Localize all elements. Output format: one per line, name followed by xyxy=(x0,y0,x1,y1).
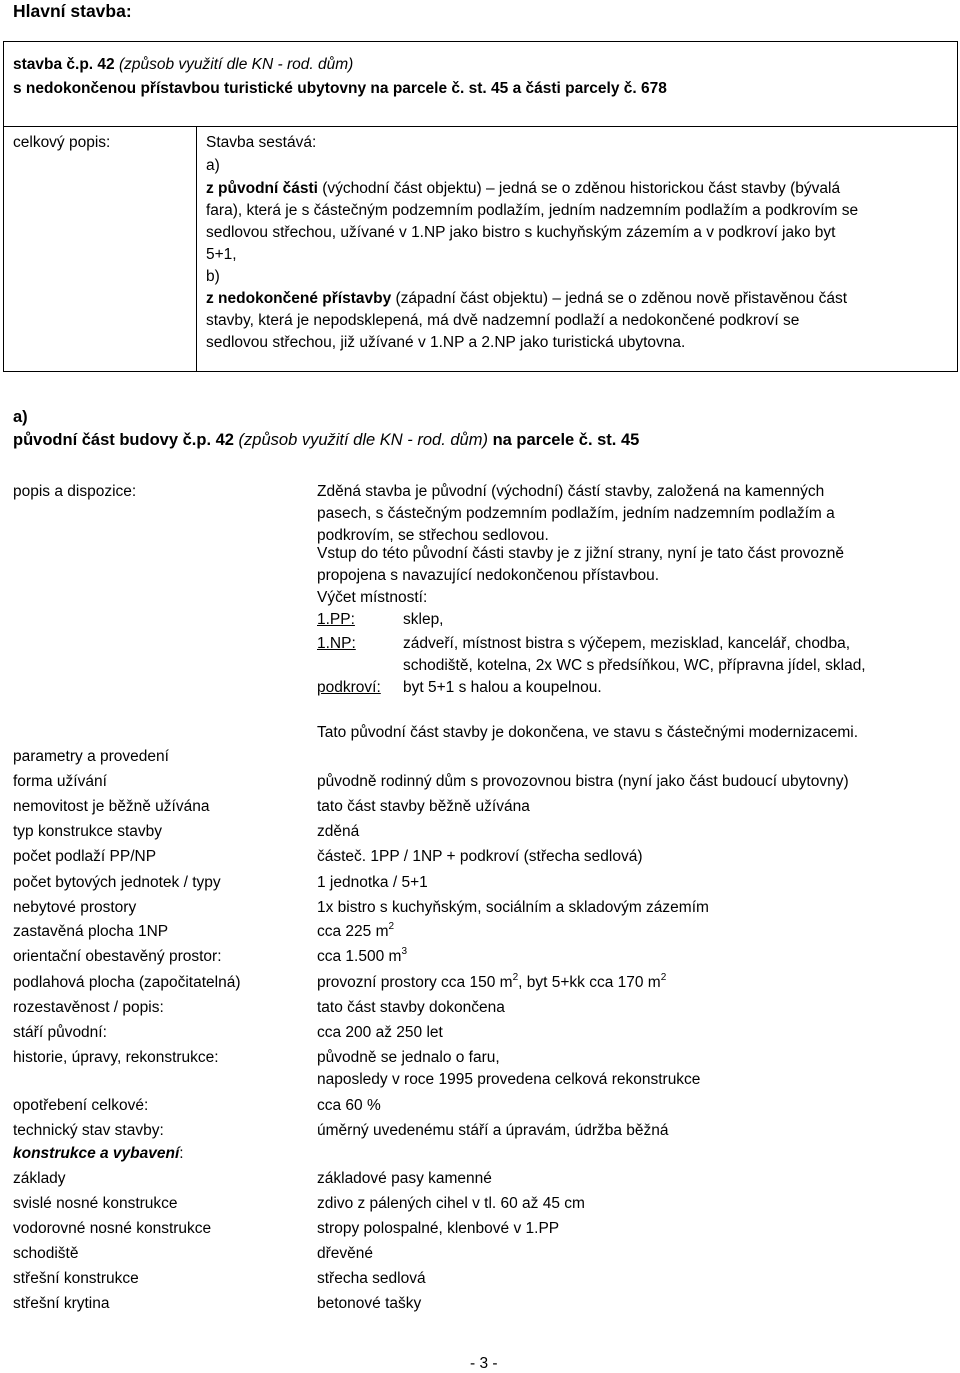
param-label: zastavěná plocha 1NP xyxy=(13,923,169,940)
box-divider xyxy=(3,126,958,127)
item-a-line2: fara), která je s částečným podzemním podlažím, jedním nadzemním podlažím a podkrovím se xyxy=(206,202,859,219)
param-label: nemovitost je běžně užívána xyxy=(13,798,210,815)
item-a-marker: a) xyxy=(206,157,220,174)
item-a-line4: 5+1, xyxy=(206,246,237,263)
room-list-np-value2: schodiště, kotelna, 2x WC s předsíňkou, WC, přípravna jídel, sklad, xyxy=(403,657,866,674)
param-value: původně rodinný dům s provozovnou bistra (nyní jako část budoucí ubytovny) xyxy=(317,773,849,790)
param-label: historie, úpravy, rekonstrukce: xyxy=(13,1049,219,1066)
description-p1-line3: podkrovím, se střechou sedlovou. xyxy=(317,527,549,544)
param-label: technický stav stavby: xyxy=(13,1122,164,1139)
item-b-marker: b) xyxy=(206,268,220,285)
param-value: tato část stavby běžně užívána xyxy=(317,798,530,815)
param-value: zděná xyxy=(317,823,360,840)
param-value: tato část stavby dokončena xyxy=(317,999,505,1016)
param-label: podlahová plocha (započitatelná) xyxy=(13,974,241,991)
construction-label: vodorovné nosné konstrukce xyxy=(13,1220,212,1237)
param-label: počet podlaží PP/NP xyxy=(13,848,157,865)
building-title-line2: s nedokončenou přístavbou turistické ubytovny na parcele č. st. 45 a části parcely č. 678 xyxy=(13,80,667,97)
room-list-title: Výčet místností: xyxy=(317,589,428,606)
layout-description-label: popis a dispozice: xyxy=(13,483,137,500)
param-label: forma užívání xyxy=(13,773,107,790)
construction-label: svislé nosné konstrukce xyxy=(13,1195,178,1212)
param-label: typ konstrukce stavby xyxy=(13,823,163,840)
item-b-line2: stavby, která je nepodsklepená, má dvě nadzemní podlaží a nedokončené podkroví se xyxy=(206,312,800,329)
param-label: nebytové prostory xyxy=(13,899,137,916)
room-list-np-label: 1.NP: xyxy=(317,635,356,652)
building-usage: (způsob využití dle KN - rod. dům) xyxy=(118,56,354,73)
room-list-pp-value: sklep, xyxy=(403,611,444,628)
construction-label: střešní konstrukce xyxy=(13,1270,139,1287)
completion-note: Tato původní část stavby je dokončena, ve stavu s částečnými modernizacemi. xyxy=(317,724,859,741)
description-p1-line1: Zděná stavba je původní (východní) částí stavby, založená na kamenných xyxy=(317,483,825,500)
param-value: cca 60 % xyxy=(317,1097,381,1114)
param-value: cca 200 až 250 let xyxy=(317,1024,443,1041)
construction-label: střešní krytina xyxy=(13,1295,110,1312)
construction-value: betonové tašky xyxy=(317,1295,422,1312)
description-p2-line1: Vstup do této původní části stavby je z jižní strany, nyní je tato část provozně xyxy=(317,545,844,562)
construction-heading: konstrukce a vybavení: xyxy=(13,1145,184,1162)
room-list-attic-value: byt 5+1 s halou a koupelnou. xyxy=(403,679,602,696)
param-value: původně se jednalo o faru, xyxy=(317,1049,500,1066)
param-label: opotřebení celkové: xyxy=(13,1097,149,1114)
construction-label: schodiště xyxy=(13,1245,79,1262)
section-title: původní část budovy č.p. 42 (způsob využití dle KN - rod. dům) na parcele č. st. 45 xyxy=(13,431,640,449)
param-label: počet bytových jednotek / typy xyxy=(13,874,221,891)
param-label: orientační obestavěný prostor: xyxy=(13,948,222,965)
room-list-pp-label: 1.PP: xyxy=(317,611,355,628)
parameters-heading: parametry a provedení xyxy=(13,748,169,765)
page-number: - 3 - xyxy=(470,1355,498,1372)
construction-label: základy xyxy=(13,1170,66,1187)
param-value: 1 jednotka / 5+1 xyxy=(317,874,428,891)
param-value: cca 1.500 $m^3$ xyxy=(317,946,407,965)
composition-title: Stavba sestává: xyxy=(206,134,317,151)
item-a-line3: sedlovou střechou, užívané v 1.NP jako bistro s kuchyňským zázemím a v podkroví jako byt xyxy=(206,224,836,241)
item-b-line1: z nedokončené přístavby (západní část objektu) – jedná se o zděnou nově přistavěnou část xyxy=(206,290,848,307)
param-label: stáří původní: xyxy=(13,1024,107,1041)
building-id: stavba č.p. 42 xyxy=(13,56,119,73)
page-heading: Hlavní stavba: xyxy=(13,1,132,21)
construction-value: základové pasy kamenné xyxy=(317,1170,492,1187)
construction-value: zdivo z pálených cihel v tl. 60 až 45 cm xyxy=(317,1195,585,1212)
item-a-line1: z původní části (východní část objektu) – jedná se o zděnou historickou část stavby (bývalá xyxy=(206,180,841,197)
param-label: rozestavěnost / popis: xyxy=(13,999,164,1016)
param-value: naposledy v roce 1995 provedena celková rekonstrukce xyxy=(317,1071,701,1088)
item-a-title: z původní části xyxy=(206,180,318,197)
param-value: částeč. 1PP / 1NP + podkroví (střecha sedlová) xyxy=(317,848,643,865)
param-value: provozní prostory cca 150 $m^2$, byt 5+kk cca 170 $m^2$ xyxy=(317,972,667,991)
room-list-attic-label: podkroví: xyxy=(317,679,381,696)
section-marker: a) xyxy=(13,408,28,426)
overall-description-label: celkový popis: xyxy=(13,134,111,151)
description-p2-line2: propojena s navazující nedokončenou přístavbou. xyxy=(317,567,660,584)
param-value: úměrný uvedenému stáří a úpravám, údržba běžná xyxy=(317,1122,669,1139)
param-value: 1x bistro s kuchyňským, sociálním a skladovým zázemím xyxy=(317,899,709,916)
item-b-line3: sedlovou střechou, již užívané v 1.NP a 2.NP jako turistická ubytovna. xyxy=(206,334,686,351)
box-column-divider xyxy=(196,126,197,372)
room-list-np-value1: zádveří, místnost bistra s výčepem, mezisklad, kancelář, chodba, xyxy=(403,635,851,652)
item-b-title: z nedokončené přístavby xyxy=(206,290,392,307)
construction-value: dřevěné xyxy=(317,1245,374,1262)
param-value: cca 225 $m^2$ xyxy=(317,921,395,940)
construction-value: střecha sedlová xyxy=(317,1270,426,1287)
description-p1-line2: pasech, s částečným podzemním podlažím, jedním nadzemním podlažím a xyxy=(317,505,835,522)
construction-value: stropy polospalné, klenbové v 1.PP xyxy=(317,1220,560,1237)
building-title-line1 xyxy=(13,56,353,74)
